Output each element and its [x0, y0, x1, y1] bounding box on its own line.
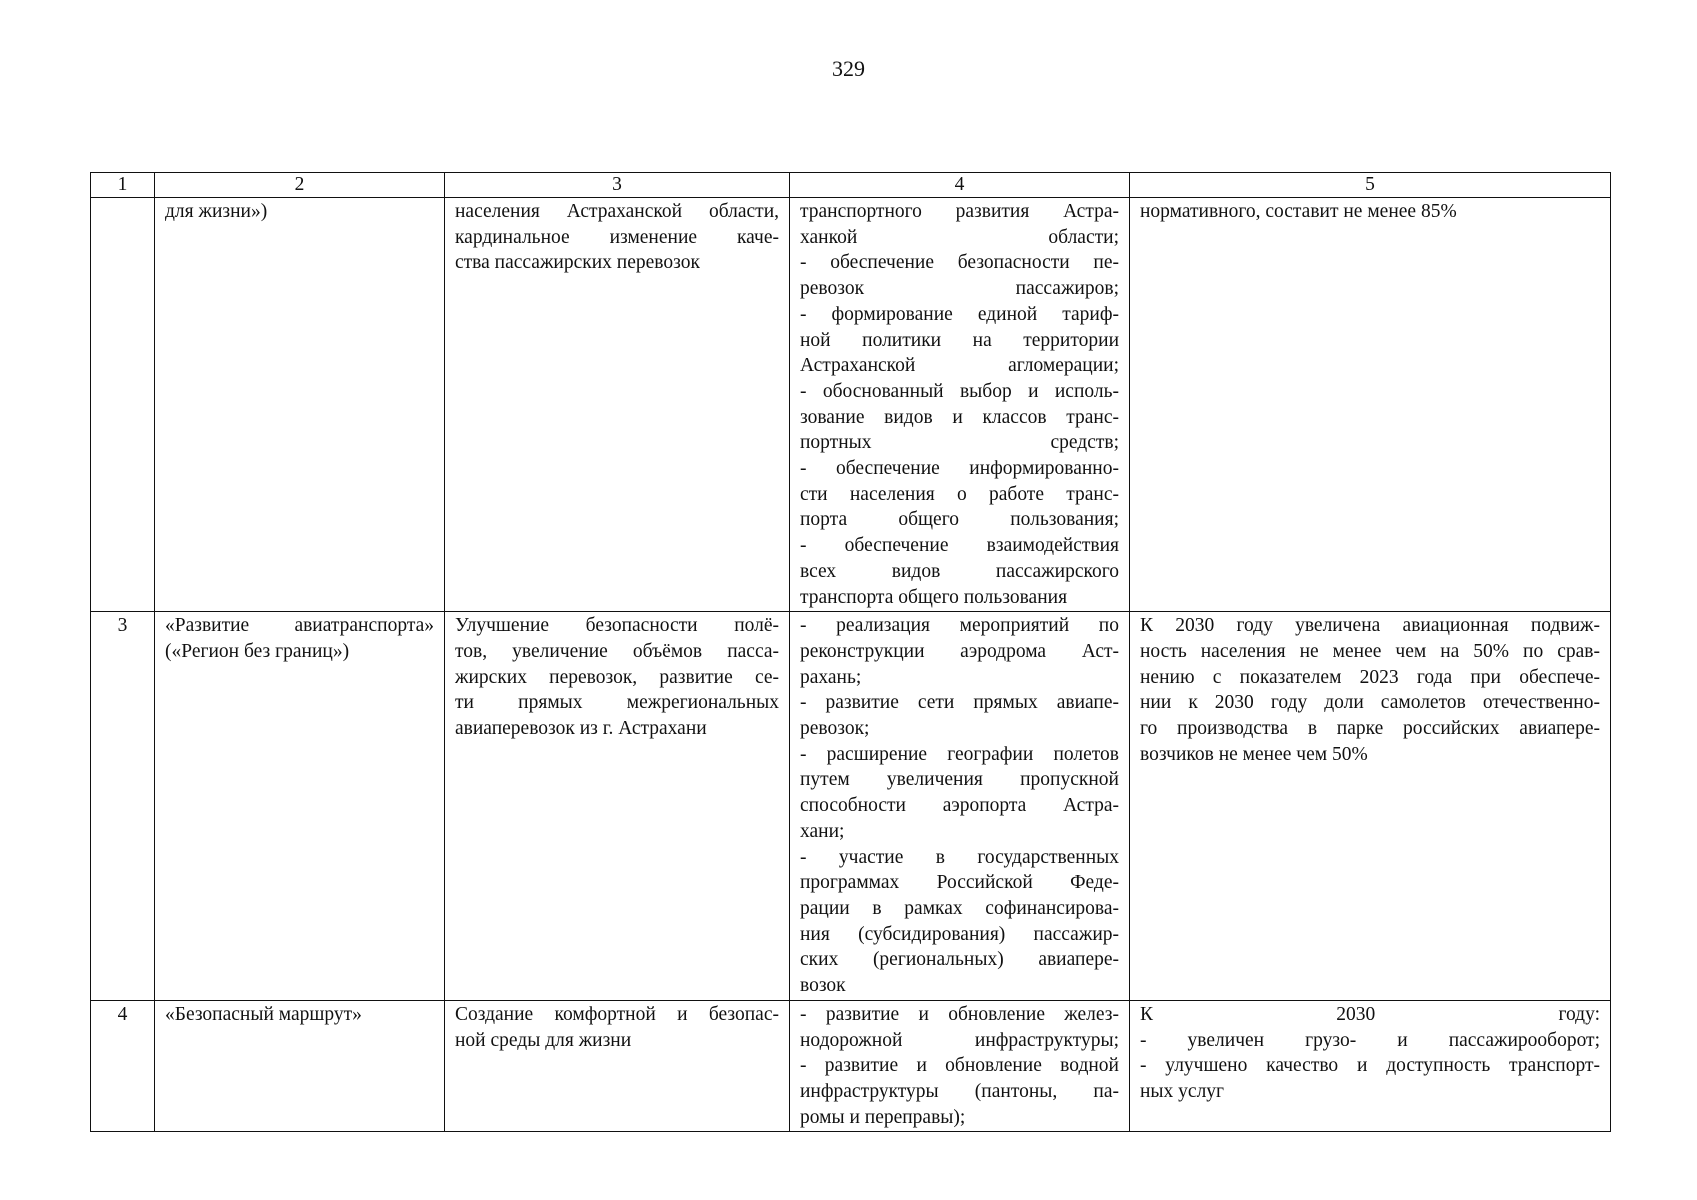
text-line: - формирование единой тариф-	[800, 303, 1119, 325]
text-line: ной политики на территории	[800, 329, 1119, 351]
text-line: Создание комфортной и безопас-	[455, 1003, 779, 1025]
row-number-cell: 3	[91, 612, 155, 1001]
page-number: 329	[832, 56, 865, 81]
text-line: всех видов пассажирского	[800, 560, 1119, 582]
text-line: - участие в государственных	[800, 846, 1119, 868]
goal-cell	[445, 198, 790, 612]
header-col-3: 3	[445, 173, 790, 198]
text-line: зование видов и классов транс-	[800, 406, 1119, 428]
text-line: для жизни»)	[165, 201, 268, 222]
text-line: реконструкции аэродрома Аст-	[800, 640, 1119, 662]
text-line: порта общего пользования;	[800, 509, 1119, 531]
header-col-2: 2	[155, 173, 445, 198]
text-line: Улучшение безопасности полё-	[455, 615, 779, 637]
text-line: способности аэропорта Астра-	[800, 795, 1119, 817]
text-line: Астраханской агломерации;	[800, 355, 1119, 377]
text-line: ханкой области;	[800, 226, 1119, 248]
row-number-cell: 4	[91, 1000, 155, 1132]
text-line: возок	[800, 975, 846, 997]
text-line: ти прямых межрегиональных	[455, 692, 779, 714]
table-row	[91, 198, 1611, 612]
project-name-cell	[155, 1000, 445, 1132]
tasks-cell	[790, 612, 1130, 1001]
text-line: рахань;	[800, 666, 862, 688]
text-line: кардинальное изменение каче-	[455, 226, 779, 248]
text-line: тов, увеличение объёмов пасса-	[455, 640, 779, 662]
table-row	[91, 1000, 1611, 1132]
project-name-cell	[155, 198, 445, 612]
goal-cell	[445, 612, 790, 1001]
text-line: ромы и переправы);	[800, 1106, 966, 1128]
text-line: авиаперевозок из г. Астрахани	[455, 718, 707, 740]
text-line: - увеличен грузо- и пассажирооборот;	[1140, 1029, 1600, 1051]
text-line: инфраструктуры (пантоны, па-	[800, 1080, 1119, 1102]
row-number-cell	[91, 198, 155, 612]
text-line: рации в рамках софинансирова-	[800, 897, 1119, 919]
text-line: К 2030 году увеличена авиационная подвиж-	[1140, 615, 1600, 637]
text-line: ных услуг	[1140, 1080, 1225, 1102]
goal-cell	[445, 1000, 790, 1132]
text-line: «Развитие авиатранспорта»	[165, 615, 434, 637]
text-line: - расширение географии полетов	[800, 743, 1119, 765]
text-line: - развитие и обновление желез-	[800, 1003, 1119, 1025]
table-body	[91, 198, 1611, 1132]
results-cell	[1130, 1000, 1611, 1132]
text-line: нодорожной инфраструктуры;	[800, 1029, 1119, 1051]
text-line: хани;	[800, 820, 845, 842]
text-line: портных средств;	[800, 432, 1119, 454]
text-line: нению с показателем 2023 года при обеспече-	[1140, 666, 1600, 688]
text-line: нии к 2030 году доли самолетов отечественно-	[1140, 692, 1600, 714]
text-line: ность населения не менее чем на 50% по срав-	[1140, 640, 1600, 662]
header-col-4: 4	[790, 173, 1130, 198]
header-col-1: 1	[91, 173, 155, 198]
text-line: - обоснованный выбор и исполь-	[800, 380, 1119, 402]
text-line: - обеспечение информированно-	[800, 458, 1119, 480]
project-name-cell	[155, 612, 445, 1001]
text-line: нормативного, составит не менее 85%	[1140, 201, 1457, 222]
text-line: - улучшено качество и доступность транспорт-	[1140, 1055, 1600, 1077]
text-line: ревозок;	[800, 718, 870, 740]
text-line: К 2030 году:	[1140, 1003, 1600, 1025]
text-line: программах Российской Феде-	[800, 872, 1119, 894]
text-line: - развитие и обновление водной	[800, 1055, 1119, 1077]
text-line: транспорта общего пользования	[800, 586, 1068, 608]
strategy-table	[90, 172, 1611, 1132]
text-line: ских (региональных) авиапере-	[800, 949, 1119, 971]
text-line: - реализация мероприятий по	[800, 615, 1119, 637]
header-row	[91, 173, 1611, 198]
tasks-cell	[790, 198, 1130, 612]
text-line: - обеспечение безопасности пе-	[800, 252, 1119, 274]
text-line: населения Астраханской области,	[455, 201, 779, 222]
text-line: («Регион без границ»)	[165, 640, 350, 662]
text-line: - обеспечение взаимодействия	[800, 535, 1119, 557]
text-line: возчиков не менее чем 50%	[1140, 743, 1368, 765]
text-line: ной среды для жизни	[455, 1029, 632, 1051]
results-cell	[1130, 198, 1611, 612]
text-line: го производства в парке российских авиапере-	[1140, 718, 1600, 740]
text-line: - развитие сети прямых авиапе-	[800, 692, 1119, 714]
text-line: сти населения о работе транс-	[800, 483, 1119, 505]
text-line: путем увеличения пропускной	[800, 769, 1119, 791]
header-col-5: 5	[1130, 173, 1611, 198]
text-line: жирских перевозок, развитие се-	[455, 666, 779, 688]
text-line: транспортного развития Астра-	[800, 201, 1119, 222]
results-cell	[1130, 612, 1611, 1001]
text-line: ства пассажирских перевозок	[455, 252, 700, 274]
text-line: «Безопасный маршрут»	[165, 1003, 362, 1025]
text-line: ния (субсидирования) пассажир-	[800, 923, 1119, 945]
text-line: ревозок пассажиров;	[800, 278, 1119, 300]
table-row	[91, 612, 1611, 1001]
tasks-cell	[790, 1000, 1130, 1132]
